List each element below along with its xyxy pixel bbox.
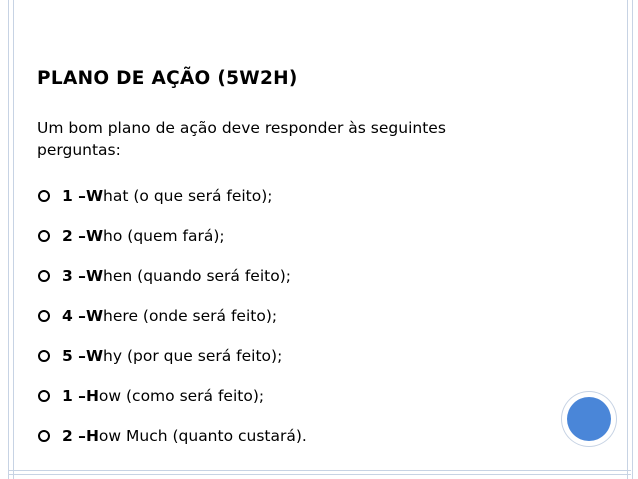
item-text: hat (o que será feito); [103, 187, 273, 205]
item-number: 5 – [62, 347, 86, 365]
item-text: hen (quando será feito); [103, 267, 291, 285]
bullet-item [37, 416, 307, 456]
item-initial: H [85, 427, 99, 445]
ring-bullet-icon [38, 230, 50, 242]
item-number: 1 – [62, 187, 86, 205]
frame-left-border [8, 0, 14, 479]
item-text: ow Much (quanto custará). [98, 427, 307, 445]
bullet-item [37, 376, 307, 416]
item-number: 1 – [62, 387, 86, 405]
item-initial: W [85, 347, 104, 365]
ring-bullet-icon [38, 310, 50, 322]
item-initial: H [85, 387, 99, 405]
item-number: 3 – [62, 267, 86, 285]
frame-bottom-border [8, 470, 631, 475]
slide-intro: Um bom plano de ação deve responder às seguintes perguntas: [37, 119, 446, 159]
ring-bullet-icon [38, 190, 50, 202]
item-initial: W [85, 187, 104, 205]
bullet-item [37, 176, 307, 216]
ring-bullet-icon [38, 270, 50, 282]
bullet-list [37, 176, 307, 456]
blue-circle-decoration [567, 397, 611, 441]
ring-bullet-icon [38, 430, 50, 442]
bullet-item [37, 296, 307, 336]
ring-bullet-icon [38, 390, 50, 402]
bullet-item [37, 216, 307, 256]
item-text: hy (por que será feito); [103, 347, 283, 365]
frame-right-border [627, 0, 633, 479]
item-number: 2 – [62, 427, 86, 445]
slide-title: PLANO DE AÇÃO (5W2H) [37, 68, 298, 89]
item-text: ho (quem fará); [103, 227, 225, 245]
item-initial: W [85, 267, 104, 285]
item-initial: W [85, 227, 104, 245]
ring-bullet-icon [38, 350, 50, 362]
item-number: 4 – [62, 307, 86, 325]
item-number: 2 – [62, 227, 86, 245]
item-initial: W [85, 307, 104, 325]
item-text: here (onde será feito); [103, 307, 278, 325]
bullet-item [37, 256, 307, 296]
bullet-item [37, 336, 307, 376]
item-text: ow (como será feito); [98, 387, 265, 405]
